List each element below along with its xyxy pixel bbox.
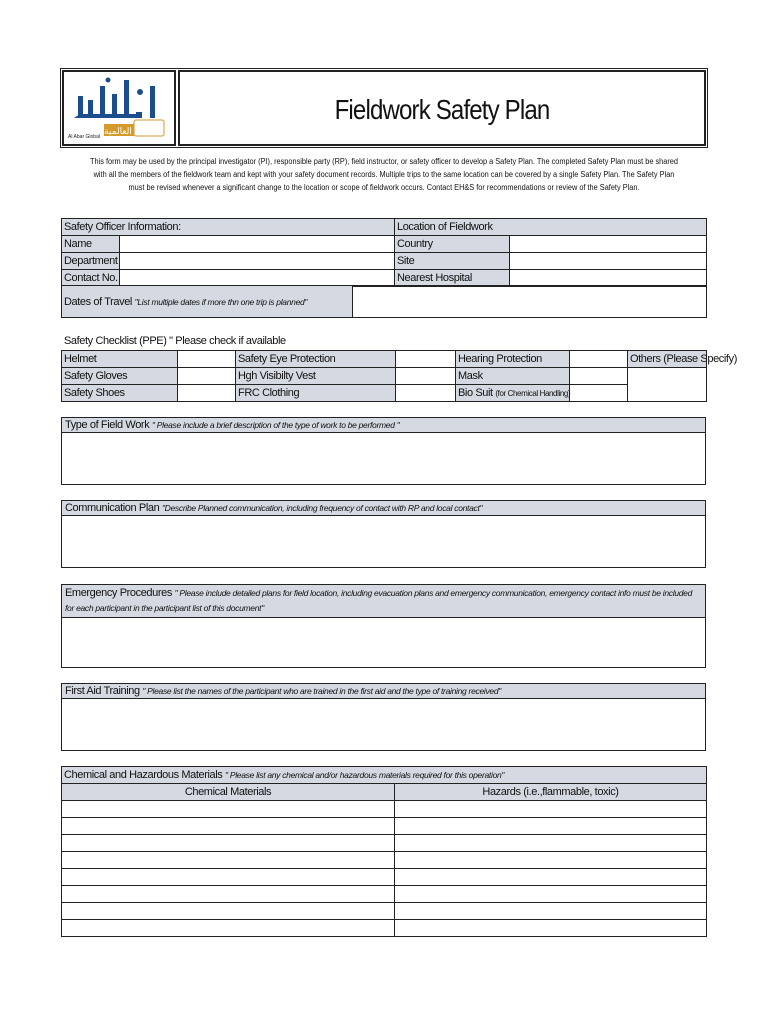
others-label: Others (Please Specify) [628,351,707,368]
dates-label-cell [62,286,353,318]
name-label: Name [62,236,120,253]
eye-check[interactable] [396,351,456,368]
communication-section [61,500,706,568]
table-row [62,903,707,920]
ppe-checklist [61,350,737,402]
frc-check[interactable] [396,385,456,402]
hazard-cell[interactable] [395,903,707,920]
fieldwork-field[interactable] [62,433,705,481]
hearing-label: Hearing Protection [456,351,570,368]
table-row [62,818,707,835]
emergency-note: " Please include detailed plans for field location, including evacuation plans and emergency communication, emergency contact info must be included for each participant in the participant list of this document" [65,588,693,613]
emergency-section [61,584,706,668]
communication-note: "Describe Planned communication, including frequency of contact with RP and local contact" [161,503,483,513]
chemical-cell[interactable] [62,818,395,835]
hearing-check[interactable] [570,351,628,368]
chemicals-table [61,766,707,937]
fieldwork-header [62,418,705,433]
hazard-cell[interactable] [395,869,707,886]
dates-note: "List multiple dates if more thn one trip is planned" [134,296,308,307]
hazard-cell[interactable] [395,801,707,818]
checklist-title: Safety Checklist (PPE) " Please check if available [64,335,286,347]
communication-header [62,501,705,516]
site-label: Site [395,253,510,270]
chemical-cell[interactable] [62,835,395,852]
bio-label-cell [456,385,570,402]
dates-table [61,285,707,318]
svg-text:العالمية: العالمية [104,127,132,137]
hazard-cell[interactable] [395,920,707,937]
table-row [62,835,707,852]
bio-label: Bio Suit [458,387,493,399]
chemicals-label: Chemical and Hazardous Materials [64,769,223,781]
chemicals-note: " Please list any chemical and/or hazardous materials required for this operation" [225,770,505,780]
table-row [62,920,707,937]
others-field[interactable] [628,368,707,402]
safety-officer-header: Safety Officer Information: [62,219,395,236]
info-table [61,218,707,287]
bio-note: (for Chemical Handling) [495,389,571,398]
hazard-cell[interactable] [395,818,707,835]
chemical-cell[interactable] [62,920,395,937]
hazard-cell[interactable] [395,886,707,903]
chemical-materials-header: Chemical Materials [62,784,395,801]
site-field[interactable] [510,253,707,270]
chemical-cell[interactable] [62,869,395,886]
eye-label: Safety Eye Protection [236,351,396,368]
firstaid-note: " Please list the names of the participant who are trained in the first aid and the type of training received" [142,686,501,696]
chemicals-header [62,767,707,784]
country-field[interactable] [510,236,707,253]
chemical-cell[interactable] [62,801,395,818]
country-label: Country [395,236,510,253]
chemical-cell[interactable] [62,903,395,920]
communication-label: Communication Plan [65,502,160,514]
firstaid-section [61,683,706,751]
mask-check[interactable] [570,368,628,385]
fieldwork-note: " Please include a brief description of the type of work to be performed " [151,420,400,430]
helmet-check[interactable] [178,351,236,368]
hazard-cell[interactable] [395,835,707,852]
contact-label: Contact No. [62,270,120,287]
firstaid-label: First Aid Training [65,685,140,697]
communication-field[interactable] [62,516,705,564]
bio-check[interactable] [570,385,628,402]
table-row [62,869,707,886]
frc-label: FRC Clothing [236,385,396,402]
shoes-check[interactable] [178,385,236,402]
fieldwork-label: Type of Field Work [65,419,150,431]
company-logo [62,70,176,146]
emergency-label: Emergency Procedures [65,587,172,599]
mask-label: Mask [456,368,570,385]
vest-label: Hgh Visibilty Vest [236,368,396,385]
gloves-check[interactable] [178,368,236,385]
name-field[interactable] [120,236,395,253]
table-row [62,801,707,818]
location-header: Location of Fieldwork [395,219,707,236]
table-row [62,852,707,869]
page-title: Fieldwork Safety Plan [334,94,550,125]
emergency-field[interactable] [62,618,705,666]
intro-text: This form may be used by the principal investigator (PI), responsible party (RP), field instructor, or safety officer to develop a Safety Plan. The completed Safety Plan must be shared with all the members of the fieldwork team and kept with your safety document records. Multiple trips to the same location can be covered by a single Safety Plan. The Safety Plan must be revised whenever a significant change to the location or scope of fieldwork occurs. Contact EH&S for recommendations or review of the Safety Plan. [90,157,678,192]
svg-text:Al Abar Global: Al Abar Global [68,134,100,140]
dates-field[interactable] [353,286,707,318]
hazard-cell[interactable] [395,852,707,869]
hospital-field[interactable] [510,270,707,287]
hazards-header: Hazards (i.e.,flammable, toxic) [395,784,707,801]
department-label: Department [62,253,120,270]
emergency-header [62,585,705,618]
fieldwork-section [61,417,706,485]
table-row [62,886,707,903]
shoes-label: Safety Shoes [62,385,178,402]
helmet-label: Helmet [62,351,178,368]
dates-label: Dates of Travel [64,295,132,308]
chemical-cell[interactable] [62,886,395,903]
logo-icon [64,72,174,144]
hospital-label: Nearest Hospital [395,270,510,287]
contact-field[interactable] [120,270,395,287]
department-field[interactable] [120,253,395,270]
gloves-label: Safety Gloves [62,368,178,385]
vest-check[interactable] [396,368,456,385]
firstaid-header [62,684,705,699]
firstaid-field[interactable] [62,699,705,747]
title-box [178,70,706,146]
chemical-cell[interactable] [62,852,395,869]
